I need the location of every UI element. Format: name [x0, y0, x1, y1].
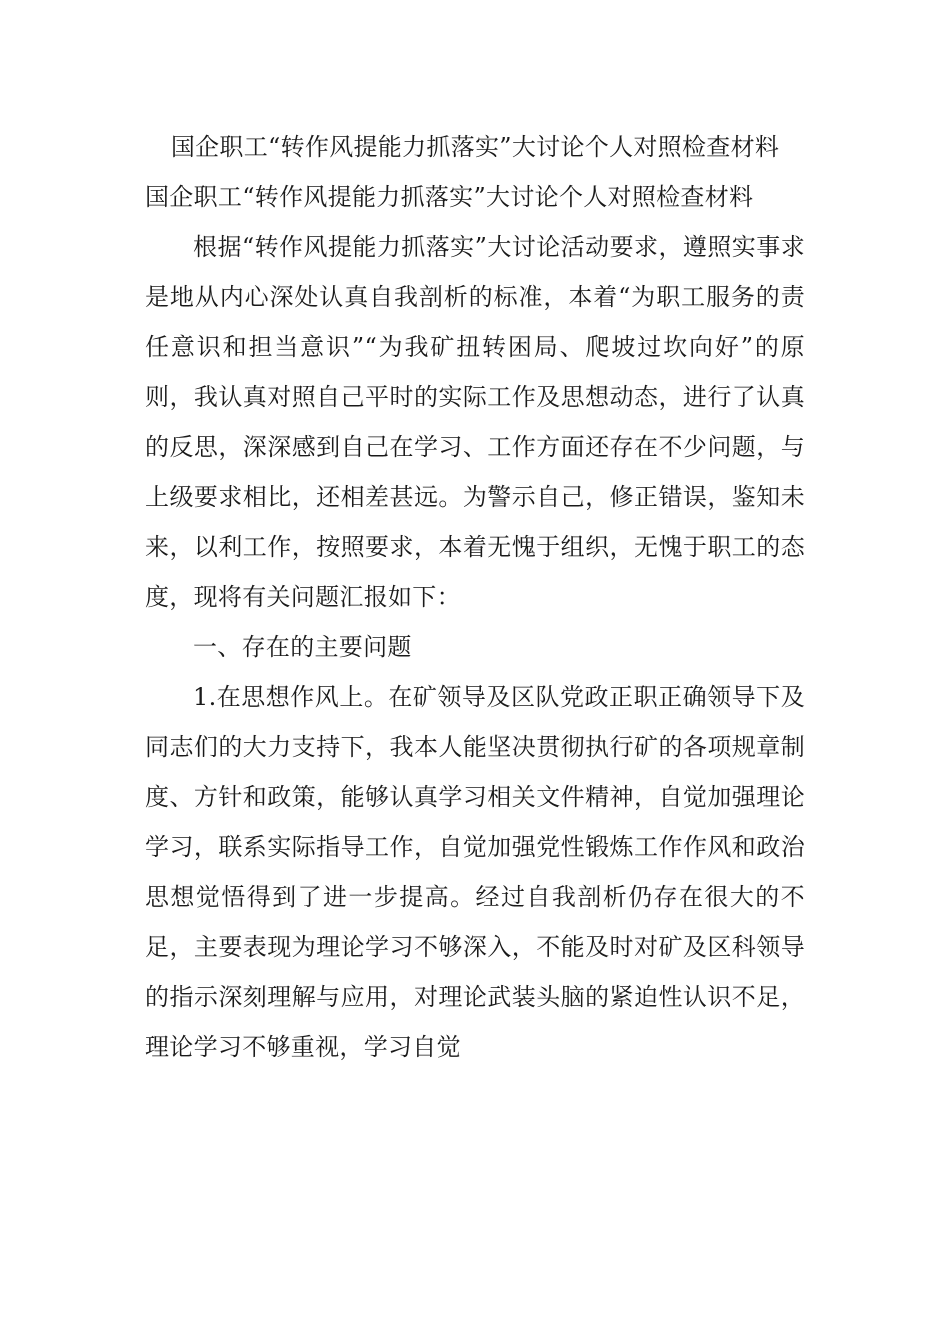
- document-subtitle: 国企职工“转作风提能力抓落实”大讨论个人对照检查材料: [145, 183, 754, 211]
- document-title: 国企职工“转作风提能力抓落实”大讨论个人对照检查材料: [170, 133, 780, 161]
- document-body: [145, 122, 805, 1072]
- point-1-paragraph: 1.在思想作风上。在矿领导及区队党政正职正确领导下及同志们的大力支持下，我本人能坚决贯彻执行矿的各项规章制度、方针和政策，能够认真学习相关文件精神，自觉加强理论学习，联系实际指导工作，自觉加强党性锻炼工作作风和政治思想觉悟得到了进一步提高。经过自我剖析仍存在很大的不足，主要表现为理论学习不够深入，不能及时对矿及区科领导的指示深刻理解与应用，对理论武装头脑的紧迫性认识不足，理论学习不够重视，学习自觉: [145, 683, 805, 1061]
- section-heading: 一、存在的主要问题: [193, 633, 412, 661]
- intro-paragraph: 根据“转作风提能力抓落实”大讨论活动要求，遵照实事求是地从内心深处认真自我剖析的标准，本着“为职工服务的责任意识和担当意识”“为我矿扭转困局、爬坡过坎向好”的原则，我认真对照自己平时的实际工作及思想动态，进行了认真的反思，深深感到自己在学习、工作方面还存在不少问题，与上级要求相比，还相差甚远。为警示自己，修正错误，鉴知未来，以利工作，按照要求，本着无愧于组织，无愧于职工的态度，现将有关问题汇报如下：: [145, 233, 805, 611]
